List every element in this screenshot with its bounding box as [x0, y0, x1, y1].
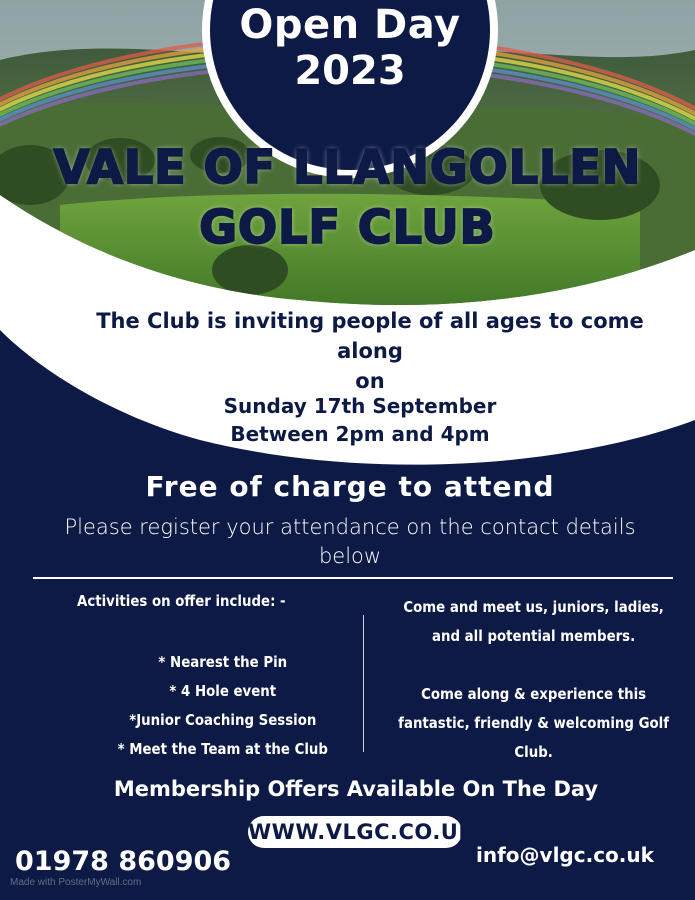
- event-time: Between 2pm and 4pm: [230, 422, 490, 446]
- experience-line: Club.: [514, 743, 553, 761]
- invite-text: [60, 306, 680, 396]
- spacer: [396, 651, 671, 680]
- experience-line: fantastic, friendly & welcoming Golf: [398, 714, 670, 732]
- watermark: Made with PosterMyWall.com: [10, 877, 142, 888]
- meet-us-text: [396, 593, 671, 767]
- event-datetime: [180, 392, 540, 448]
- club-name-line2: GOLF CLUB: [199, 200, 496, 254]
- activity-item: *Junior Coaching Session: [129, 711, 317, 729]
- activity-item: * 4 Hole event: [169, 682, 277, 700]
- club-name-line1: VALE OF LLANGOLLEN: [53, 140, 642, 194]
- activity-item: * Meet the Team at the Club: [117, 740, 328, 758]
- activities-list: [111, 648, 335, 764]
- activity-item: * Nearest the Pin: [158, 653, 288, 671]
- register-text: [40, 513, 660, 571]
- free-of-charge-heading: Free of charge to attend: [145, 470, 555, 503]
- register-line1: Please register your attendance on the contact details: [64, 515, 636, 539]
- website-link[interactable]: WWW.VLGC.CO.UK: [248, 816, 462, 848]
- meet-line: and all potential members.: [432, 627, 636, 645]
- register-line2: below: [318, 544, 382, 568]
- phone-number[interactable]: 01978 860906: [15, 846, 232, 877]
- divider-vertical: [363, 615, 364, 752]
- event-date: Sunday 17th September: [223, 394, 497, 418]
- email-address[interactable]: info@vlgc.co.uk: [476, 843, 654, 867]
- activities-heading: Activities on offer include: -: [77, 592, 286, 610]
- badge-year: 2023: [294, 48, 406, 94]
- invite-line1: The Club is inviting people of all ages to come along: [96, 309, 644, 363]
- membership-offers: Membership Offers Available On The Day: [113, 777, 599, 801]
- badge-title: Open Day: [239, 2, 461, 48]
- experience-line: Come along & experience this: [421, 685, 647, 703]
- invite-line2: on: [355, 369, 385, 393]
- meet-line: Come and meet us, juniors, ladies,: [403, 598, 664, 616]
- divider-horizontal: [33, 577, 673, 579]
